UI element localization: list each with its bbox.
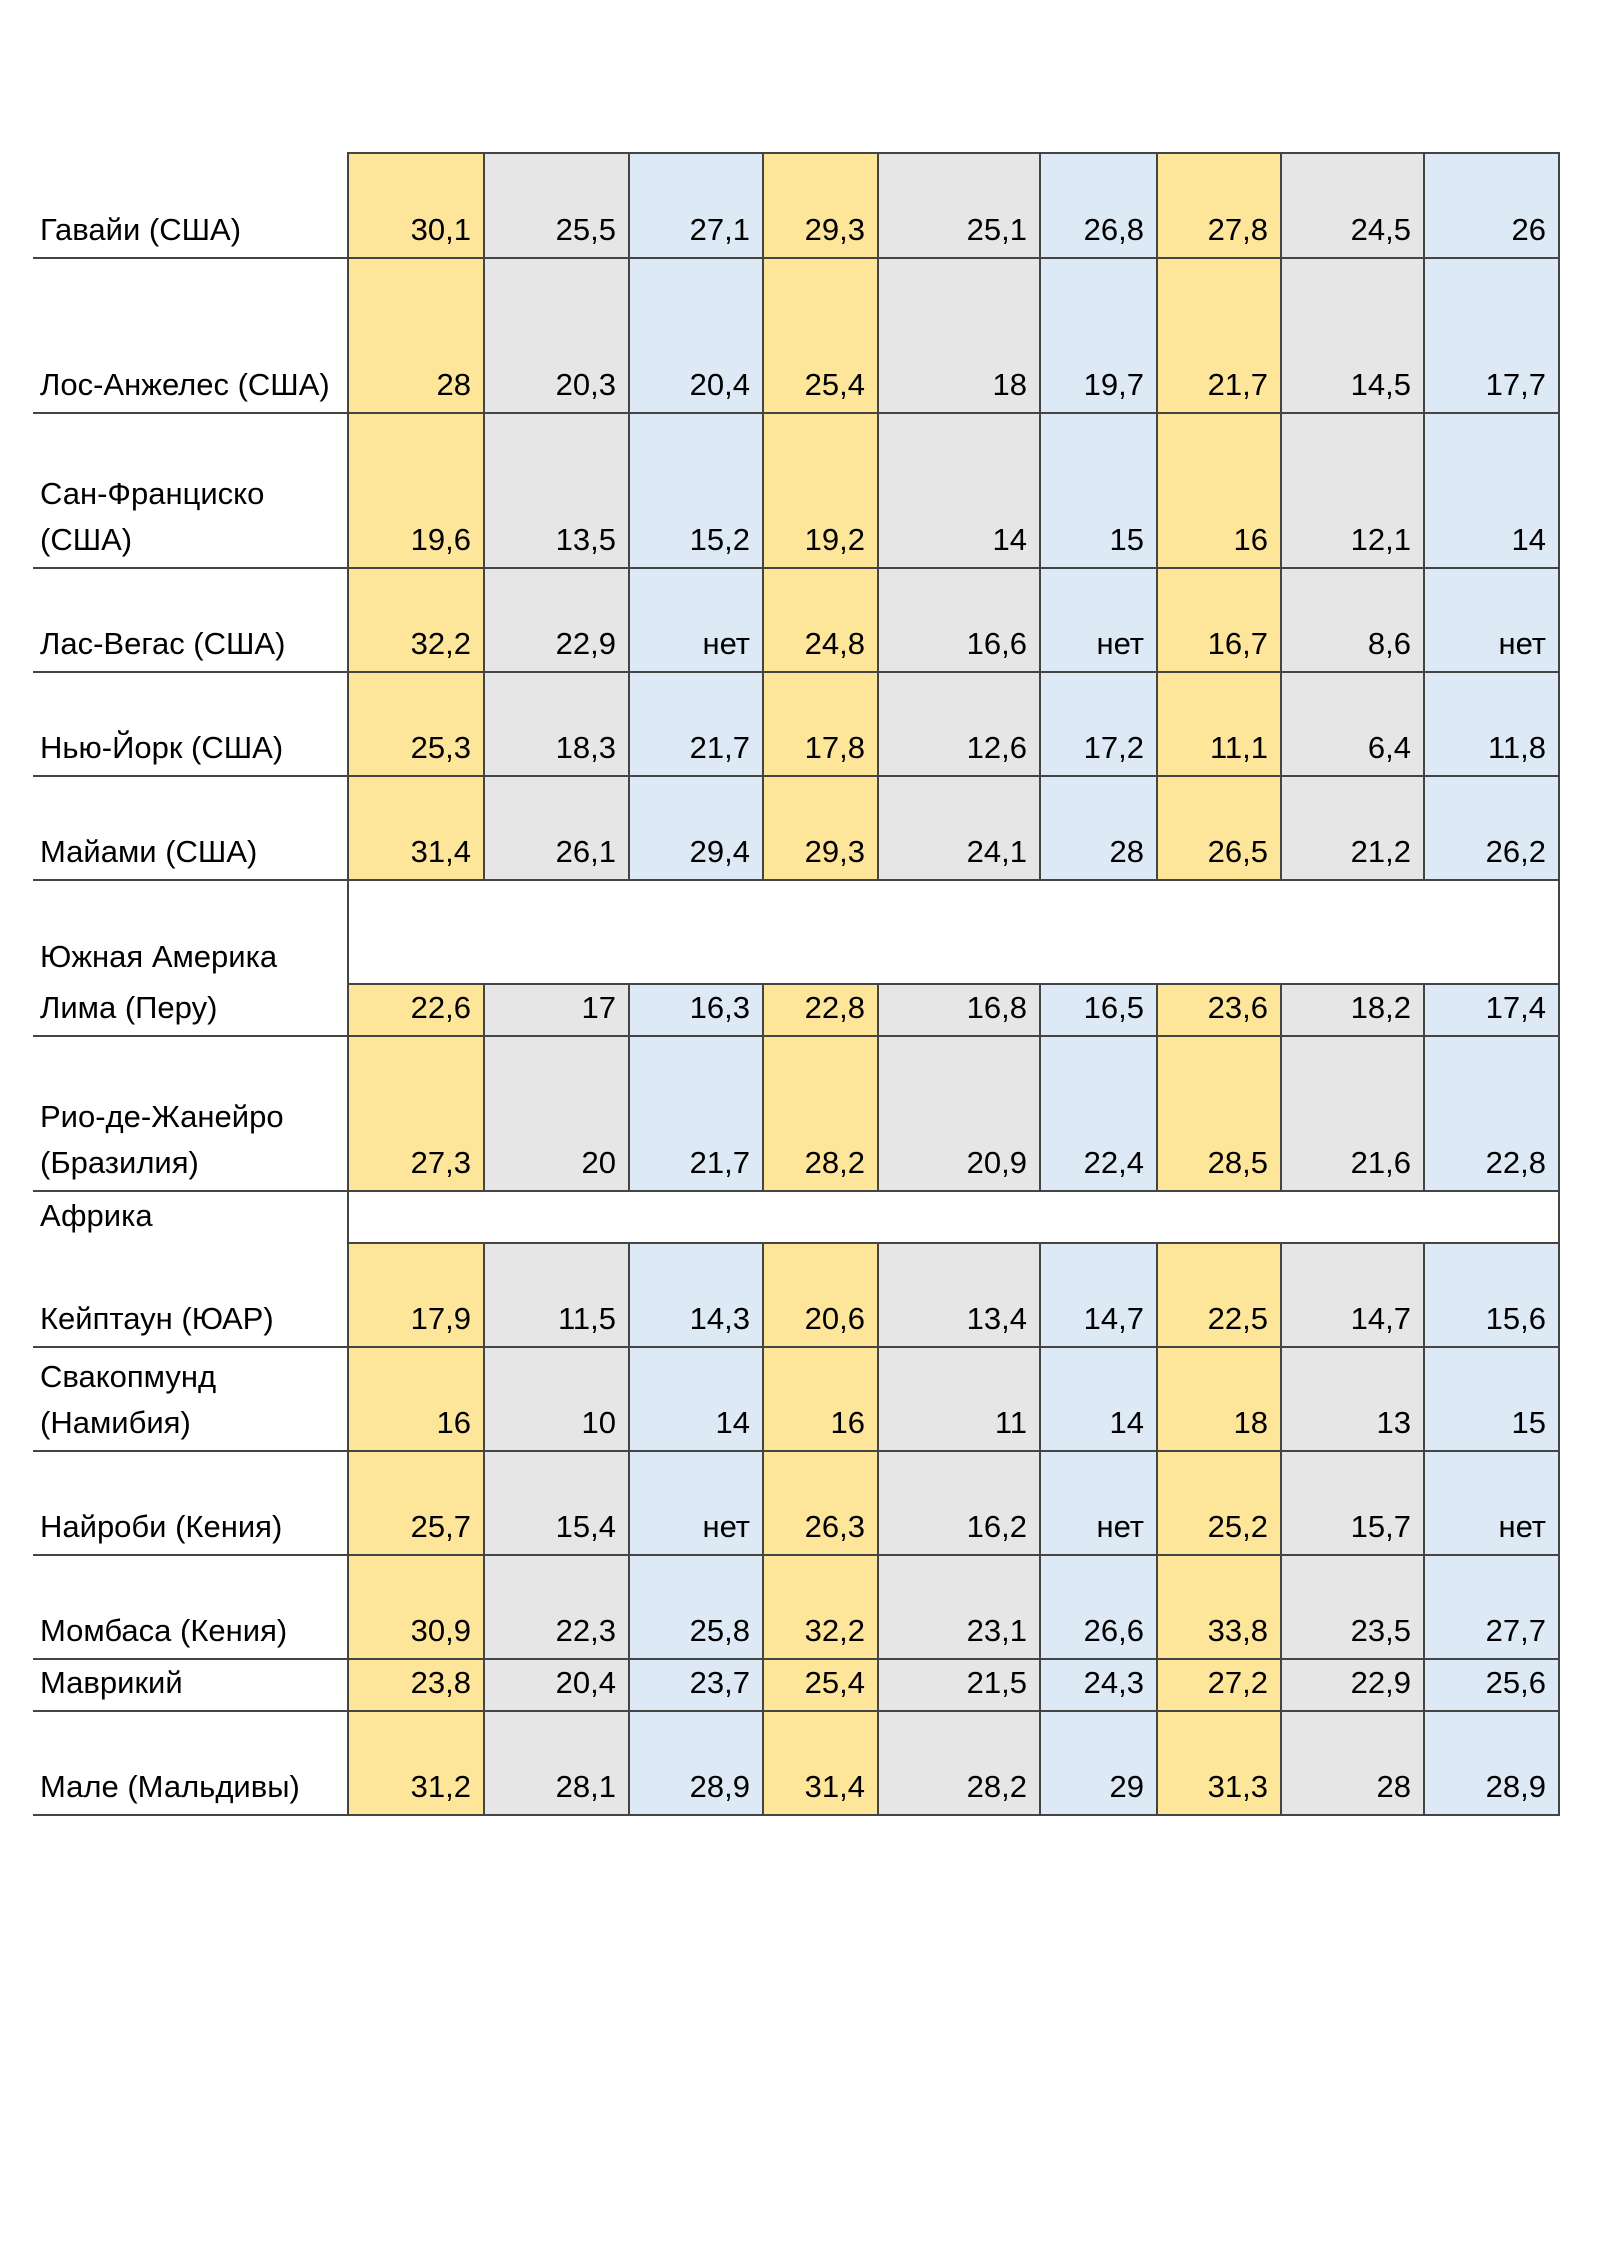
value-cell: 19,6 xyxy=(348,413,484,568)
value-cell: 29,3 xyxy=(763,153,878,258)
value-cell: 26 xyxy=(1424,153,1559,258)
value-cell: 16,3 xyxy=(629,984,763,1036)
city-name: Свакопмунд (Намибия) xyxy=(33,1347,348,1451)
value-cell: 24,5 xyxy=(1281,153,1424,258)
value-cell: 29,4 xyxy=(629,776,763,880)
value-cell: нет xyxy=(1424,568,1559,672)
value-cell: 14,7 xyxy=(1040,1243,1157,1347)
table-row xyxy=(33,1243,1559,1347)
table-body xyxy=(33,153,1559,1815)
value-cell: 20,4 xyxy=(629,258,763,413)
table-row xyxy=(33,984,1559,1036)
value-cell: 31,4 xyxy=(348,776,484,880)
value-cell: 28,9 xyxy=(1424,1711,1559,1815)
region-label: Африка xyxy=(40,1198,153,1233)
table-row xyxy=(33,776,1559,880)
value-cell: 21,7 xyxy=(1157,258,1281,413)
value-cell: нет xyxy=(629,1451,763,1555)
value-cell: 13,4 xyxy=(878,1243,1040,1347)
value-cell: 24,3 xyxy=(1040,1659,1157,1711)
value-cell: 20,3 xyxy=(484,258,629,413)
value-cell: нет xyxy=(1040,1451,1157,1555)
value-cell: 27,3 xyxy=(348,1036,484,1191)
city-name: Кейптаун (ЮАР) xyxy=(33,1243,348,1347)
value-cell: 22,6 xyxy=(348,984,484,1036)
value-cell: 17,9 xyxy=(348,1243,484,1347)
value-cell: 23,6 xyxy=(1157,984,1281,1036)
value-cell: 17,7 xyxy=(1424,258,1559,413)
value-cell: 19,2 xyxy=(763,413,878,568)
value-cell: 29,3 xyxy=(763,776,878,880)
value-cell: 32,2 xyxy=(348,568,484,672)
value-cell: 23,7 xyxy=(629,1659,763,1711)
value-cell: 14 xyxy=(878,413,1040,568)
city-name: Найроби (Кения) xyxy=(33,1451,348,1555)
value-cell: 16 xyxy=(763,1347,878,1451)
value-cell: 17 xyxy=(484,984,629,1036)
value-cell: 23,1 xyxy=(878,1555,1040,1659)
city-name: Рио-де-Жанейро (Бразилия) xyxy=(33,1036,348,1191)
value-cell: 29 xyxy=(1040,1711,1157,1815)
value-cell: 16,8 xyxy=(878,984,1040,1036)
value-cell: 25,7 xyxy=(348,1451,484,1555)
value-cell: 25,2 xyxy=(1157,1451,1281,1555)
city-name: Нью-Йорк (США) xyxy=(33,672,348,776)
value-cell: нет xyxy=(629,568,763,672)
value-cell: нет xyxy=(1424,1451,1559,1555)
value-cell: 18 xyxy=(878,258,1040,413)
value-cell: 16 xyxy=(348,1347,484,1451)
table-row xyxy=(33,1036,1559,1191)
value-cell: 21,5 xyxy=(878,1659,1040,1711)
value-cell: 14,5 xyxy=(1281,258,1424,413)
city-name: Лима (Перу) xyxy=(33,984,348,1036)
value-cell: 6,4 xyxy=(1281,672,1424,776)
table-row xyxy=(33,1347,1559,1451)
value-cell: 20,6 xyxy=(763,1243,878,1347)
value-cell: 16,2 xyxy=(878,1451,1040,1555)
table-row xyxy=(33,1555,1559,1659)
value-cell: 28,5 xyxy=(1157,1036,1281,1191)
value-cell: 21,7 xyxy=(629,1036,763,1191)
region-row xyxy=(33,1191,1559,1243)
value-cell: 26,5 xyxy=(1157,776,1281,880)
value-cell: 25,1 xyxy=(878,153,1040,258)
value-cell: 24,1 xyxy=(878,776,1040,880)
value-cell: 14,3 xyxy=(629,1243,763,1347)
table-row xyxy=(33,413,1559,568)
value-cell: 26,8 xyxy=(1040,153,1157,258)
value-cell: 28 xyxy=(1281,1711,1424,1815)
value-cell: 28,2 xyxy=(763,1036,878,1191)
value-cell: 28,9 xyxy=(629,1711,763,1815)
value-cell: 25,3 xyxy=(348,672,484,776)
table-row xyxy=(33,153,1559,258)
value-cell: 20,4 xyxy=(484,1659,629,1711)
value-cell: 18 xyxy=(1157,1347,1281,1451)
value-cell: 15,2 xyxy=(629,413,763,568)
value-cell: 19,7 xyxy=(1040,258,1157,413)
value-cell: 17,8 xyxy=(763,672,878,776)
value-cell: 14 xyxy=(1424,413,1559,568)
value-cell: 13,5 xyxy=(484,413,629,568)
value-cell: 21,6 xyxy=(1281,1036,1424,1191)
value-cell: 32,2 xyxy=(763,1555,878,1659)
value-cell: 25,4 xyxy=(763,258,878,413)
city-name: Гавайи (США) xyxy=(33,153,348,258)
value-cell: 31,2 xyxy=(348,1711,484,1815)
value-cell: 10 xyxy=(484,1347,629,1451)
value-cell: 24,8 xyxy=(763,568,878,672)
value-cell: 22,8 xyxy=(1424,1036,1559,1191)
region-label: Южная Америка xyxy=(40,939,278,974)
table-row xyxy=(33,1451,1559,1555)
city-name: Лас-Вегас (США) xyxy=(33,568,348,672)
value-cell: 26,1 xyxy=(484,776,629,880)
value-cell: 31,4 xyxy=(763,1711,878,1815)
value-cell: 11,5 xyxy=(484,1243,629,1347)
value-cell: 21,7 xyxy=(629,672,763,776)
value-cell: 28,1 xyxy=(484,1711,629,1815)
value-cell: 13 xyxy=(1281,1347,1424,1451)
value-cell: 15 xyxy=(1424,1347,1559,1451)
value-cell: 16 xyxy=(1157,413,1281,568)
city-name: Сан-Франциско (США) xyxy=(33,413,348,568)
value-cell: 22,8 xyxy=(763,984,878,1036)
value-cell: 30,9 xyxy=(348,1555,484,1659)
value-cell: 20 xyxy=(484,1036,629,1191)
value-cell: 8,6 xyxy=(1281,568,1424,672)
city-name: Мале (Мальдивы) xyxy=(33,1711,348,1815)
value-cell: 25,5 xyxy=(484,153,629,258)
value-cell: 33,8 xyxy=(1157,1555,1281,1659)
region-blank-cell xyxy=(348,1191,1559,1243)
value-cell: 15,6 xyxy=(1424,1243,1559,1347)
value-cell: 28 xyxy=(348,258,484,413)
table-row xyxy=(33,1659,1559,1711)
value-cell: 12,6 xyxy=(878,672,1040,776)
value-cell: 26,2 xyxy=(1424,776,1559,880)
value-cell: 26,6 xyxy=(1040,1555,1157,1659)
city-name: Майами (США) xyxy=(33,776,348,880)
value-cell: 22,4 xyxy=(1040,1036,1157,1191)
value-cell: 12,1 xyxy=(1281,413,1424,568)
value-cell: 22,9 xyxy=(484,568,629,672)
table-row xyxy=(33,568,1559,672)
value-cell: 11 xyxy=(878,1347,1040,1451)
city-name: Лос-Анжелес (США) xyxy=(33,258,348,413)
value-cell: 22,3 xyxy=(484,1555,629,1659)
value-cell: 16,6 xyxy=(878,568,1040,672)
value-cell: 14 xyxy=(629,1347,763,1451)
value-cell: 28,2 xyxy=(878,1711,1040,1815)
value-cell: 21,2 xyxy=(1281,776,1424,880)
value-cell: 11,8 xyxy=(1424,672,1559,776)
region-blank-cell xyxy=(348,880,1559,984)
value-cell: 25,6 xyxy=(1424,1659,1559,1711)
value-cell: 23,8 xyxy=(348,1659,484,1711)
region-row xyxy=(33,880,1559,984)
value-cell: 30,1 xyxy=(348,153,484,258)
value-cell: 20,9 xyxy=(878,1036,1040,1191)
climate-table xyxy=(33,152,1560,1816)
value-cell: 18,3 xyxy=(484,672,629,776)
value-cell: 16,5 xyxy=(1040,984,1157,1036)
value-cell: 17,2 xyxy=(1040,672,1157,776)
value-cell: 15,7 xyxy=(1281,1451,1424,1555)
value-cell: 28 xyxy=(1040,776,1157,880)
table-row xyxy=(33,258,1559,413)
value-cell: 22,5 xyxy=(1157,1243,1281,1347)
value-cell: 11,1 xyxy=(1157,672,1281,776)
value-cell: 31,3 xyxy=(1157,1711,1281,1815)
value-cell: 14 xyxy=(1040,1347,1157,1451)
value-cell: 27,2 xyxy=(1157,1659,1281,1711)
city-name: Маврикий xyxy=(33,1659,348,1711)
value-cell: 15,4 xyxy=(484,1451,629,1555)
value-cell: 15 xyxy=(1040,413,1157,568)
city-name: Момбаса (Кения) xyxy=(33,1555,348,1659)
value-cell: 18,2 xyxy=(1281,984,1424,1036)
value-cell: 23,5 xyxy=(1281,1555,1424,1659)
table-row xyxy=(33,1711,1559,1815)
value-cell: 14,7 xyxy=(1281,1243,1424,1347)
value-cell: 17,4 xyxy=(1424,984,1559,1036)
value-cell: 25,8 xyxy=(629,1555,763,1659)
value-cell: 16,7 xyxy=(1157,568,1281,672)
value-cell: 22,9 xyxy=(1281,1659,1424,1711)
value-cell: 26,3 xyxy=(763,1451,878,1555)
value-cell: 27,8 xyxy=(1157,153,1281,258)
value-cell: 25,4 xyxy=(763,1659,878,1711)
value-cell: 27,1 xyxy=(629,153,763,258)
value-cell: 27,7 xyxy=(1424,1555,1559,1659)
value-cell: нет xyxy=(1040,568,1157,672)
table-row xyxy=(33,672,1559,776)
